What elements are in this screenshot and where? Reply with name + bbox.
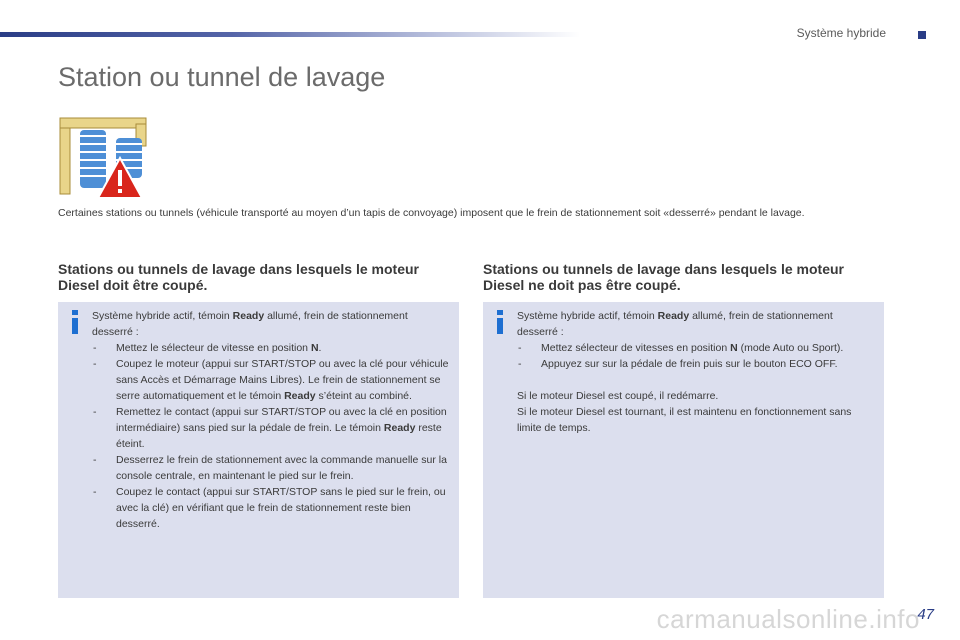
- right-column-heading: Stations ou tunnels de lavage dans lesquels le moteur Diesel ne doit pas être coupé.: [483, 261, 844, 293]
- list-item: - Coupez le moteur (appui sur START/STOP ou avec la clé pour véhicule sans Accès et Démarrage Mains Libres). Le frein de stationnement se serre automatiquement et le témoin Ready s’éteint au combiné.: [92, 356, 451, 404]
- left-panel-body: [92, 308, 451, 532]
- right-note-running: Si le moteur Diesel est tournant, il est maintenu en fonctionnement sans limite de temps.: [517, 406, 852, 434]
- section-label: Système hybride: [796, 26, 886, 40]
- car-wash-warning-icon: [58, 112, 154, 204]
- right-panel-intro: Système hybride actif, témoin Ready allumé, frein de stationnement desserré :: [517, 310, 833, 338]
- list-item: - Appuyez sur sur la pédale de frein puis sur le bouton ECO OFF.: [517, 356, 876, 372]
- list-item: - Remettez le contact (appui sur START/STOP ou avec la clé en position intermédiaire) sans pied sur la pédale de frein. Le témoin Ready reste éteint.: [92, 404, 451, 452]
- info-icon: [495, 310, 505, 334]
- list-item: - Mettez le sélecteur de vitesse en position N.: [92, 340, 451, 356]
- left-panel-intro: Système hybride actif, témoin Ready allumé, frein de stationnement desserré :: [92, 310, 408, 338]
- right-panel-body: [517, 308, 876, 436]
- intro-paragraph: Certaines stations ou tunnels (véhicule transporté au moyen d’un tapis de convoyage) imposent que le frein de stationnement soit «desserré» pendant le lavage.: [58, 207, 805, 219]
- list-item: - Coupez le contact (appui sur START/STOP sans le pied sur le frein, ou avec la clé) en vérifiant que le frein de stationnement reste bien desserré.: [92, 484, 451, 532]
- list-item: - Mettez sélecteur de vitesses en position N (mode Auto ou Sport).: [517, 340, 876, 356]
- section-marker: [918, 31, 926, 39]
- right-note-restart: Si le moteur Diesel est coupé, il redémarre.: [517, 390, 719, 402]
- page-title: Station ou tunnel de lavage: [58, 62, 386, 92]
- header-accent-bar: [0, 32, 580, 37]
- list-item: - Desserrez le frein de stationnement avec la commande manuelle sur la console centrale, en maintenant le pied sur le frein.: [92, 452, 451, 484]
- left-info-panel: [58, 302, 459, 598]
- page-number: 47: [917, 606, 934, 623]
- left-steps-list: [92, 340, 451, 532]
- right-steps-list: [517, 340, 876, 372]
- info-icon: [70, 310, 80, 334]
- watermark: carmanualsonline.info: [656, 604, 920, 634]
- right-info-panel: [483, 302, 884, 598]
- left-column-heading: Stations ou tunnels de lavage dans lesquels le moteur Diesel doit être coupé.: [58, 261, 419, 293]
